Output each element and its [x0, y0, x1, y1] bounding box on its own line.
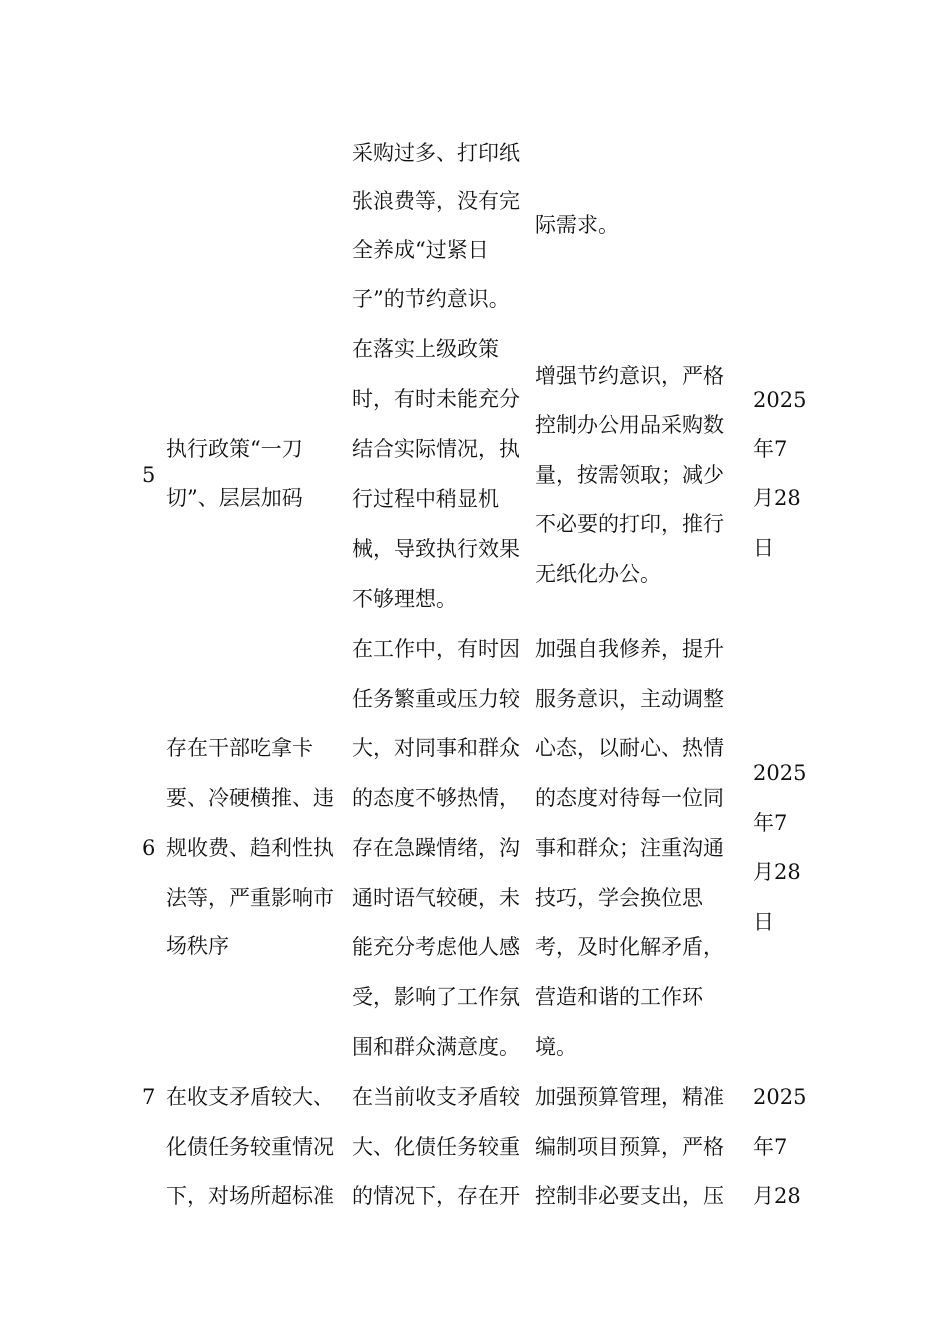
- text-line: 全养成“过紧日: [352, 238, 489, 262]
- text-line: 2025: [753, 761, 807, 785]
- text-line: 化债任务较重情况: [166, 1135, 334, 1159]
- text-line: 规收费、趋利性执: [166, 836, 334, 860]
- text-line: 场秩序: [166, 934, 229, 958]
- text-line: 控制办公用品采购数: [535, 413, 724, 437]
- text-line: 考，及时化解矛盾，: [535, 935, 724, 959]
- text-line: 大、化债任务较重: [352, 1135, 520, 1159]
- text-line: 的情况下，存在开: [352, 1184, 520, 1208]
- text-line: 不够理想。: [352, 587, 457, 611]
- text-line: 围和群众满意度。: [352, 1035, 520, 1059]
- text-line: 量，按需领取；减少: [535, 463, 724, 487]
- text-line: 采购过多、打印纸: [352, 141, 520, 165]
- text-line: 在当前收支矛盾较: [352, 1085, 520, 1109]
- text-line: 行过程中稍显机: [352, 487, 499, 511]
- text-line: 的态度不够热情，: [352, 786, 520, 810]
- text-line: 编制项目预算，严格: [535, 1135, 724, 1159]
- text-line: 际需求。: [535, 213, 619, 237]
- text-line: 任务繁重或压力较: [352, 687, 520, 711]
- text-line: 的态度对待每一位同: [535, 786, 724, 810]
- text-line: 通时语气较硬，未: [352, 886, 520, 910]
- text-line: 下，对场所超标准: [166, 1184, 334, 1208]
- document-page: 采购过多、打印纸 张浪费等，没有完 全养成“过紧日 子”的节约意识。 际需求。 5 执行政策“一刀 切”、层层加码 在落实上级政策 时，有时未能充分 结合实际情况，执 行过程中稍显机 械，导致执行效果 不够理想。 增强节约意识，严格 控制办公用品采购数 量，按需领取；减少 不必要的打印，推行 无纸化办公。 2025 年7 月28 日 6 存在干部吃拿卡 要、冷硬横推、违 规收费、趋利性执 法等，严重影响市 场秩序 在工作中，有时因 任务繁重或压力较 大，对同事和群众 的态度不够热情， 存在急躁情绪，沟 通时语气较硬，未 能充分考虑他人感 受，影响了工作氛 围和群众满意度。 加强自我修养，提升 服务意识，主动调整 心态，以耐心、热情 的态度对待每一位同 事和群众；注重沟通 技巧，学会换位思 考，及时化解矛盾， 营造和谐的工作环 境。 2025 年7 月28 日 7 在收支矛盾较大、 化债任务较重情况 下，对场所超标准 在当前收支矛盾较 大、化债任务较重 的情况下，存在开 加强预算管理，精准 编制项目预算，严格 控制非必要支出，压 2025 年7 月28: [142, 141, 807, 1208]
- text-line: 切”、层层加码: [166, 486, 303, 510]
- text-line: 在工作中，有时因: [352, 637, 520, 661]
- text-line: 月28: [753, 486, 801, 510]
- text-line: 受，影响了工作氛: [352, 985, 520, 1009]
- text-line: 技巧，学会换位思: [535, 886, 703, 910]
- text-line: 2025: [753, 1085, 807, 1109]
- text-line: 加强预算管理，精准: [535, 1085, 724, 1109]
- text-line: 结合实际情况，执: [352, 437, 520, 461]
- text-line: 月28: [753, 860, 801, 884]
- text-line: 服务意识，主动调整: [535, 687, 724, 711]
- text-line: 在收支矛盾较大、: [166, 1085, 334, 1109]
- text-line: 要、冷硬横推、违: [166, 786, 334, 810]
- text-line: 械，导致执行效果: [352, 537, 520, 561]
- text-line: 日: [753, 910, 774, 934]
- text-line: 执行政策“一刀: [166, 437, 303, 461]
- text-line: 2025: [753, 388, 807, 412]
- text-line: 在落实上级政策: [352, 337, 499, 361]
- text-line: 年7: [753, 1135, 788, 1159]
- text-line: 无纸化办公。: [535, 562, 661, 586]
- text-line: 月28: [753, 1184, 801, 1208]
- text-line: 日: [753, 536, 774, 560]
- text-line: 事和群众；注重沟通: [535, 836, 724, 860]
- text-line: 能充分考虑他人感: [352, 935, 520, 959]
- text-line: 心态，以耐心、热情: [535, 736, 724, 760]
- text-line: 不必要的打印，推行: [535, 512, 724, 536]
- text-line: 增强节约意识，严格: [535, 364, 724, 388]
- text-line: 加强自我修养，提升: [535, 637, 724, 661]
- text-line: 时，有时未能充分: [352, 387, 520, 411]
- text-line: 控制非必要支出，压: [535, 1184, 724, 1208]
- text-line: 存在急躁情绪，沟: [352, 836, 520, 860]
- text-line: 营造和谐的工作环: [535, 985, 703, 1009]
- text-line: 法等，严重影响市: [166, 886, 334, 910]
- text-line: 年7: [753, 437, 788, 461]
- text-line: 境。: [535, 1035, 577, 1059]
- text-line: 子”的节约意识。: [352, 287, 510, 311]
- text-line: 张浪费等，没有完: [352, 189, 520, 213]
- text-line: 年7: [753, 811, 788, 835]
- text-line: 存在干部吃拿卡: [166, 736, 313, 760]
- text-line: 大，对同事和群众: [352, 736, 520, 760]
